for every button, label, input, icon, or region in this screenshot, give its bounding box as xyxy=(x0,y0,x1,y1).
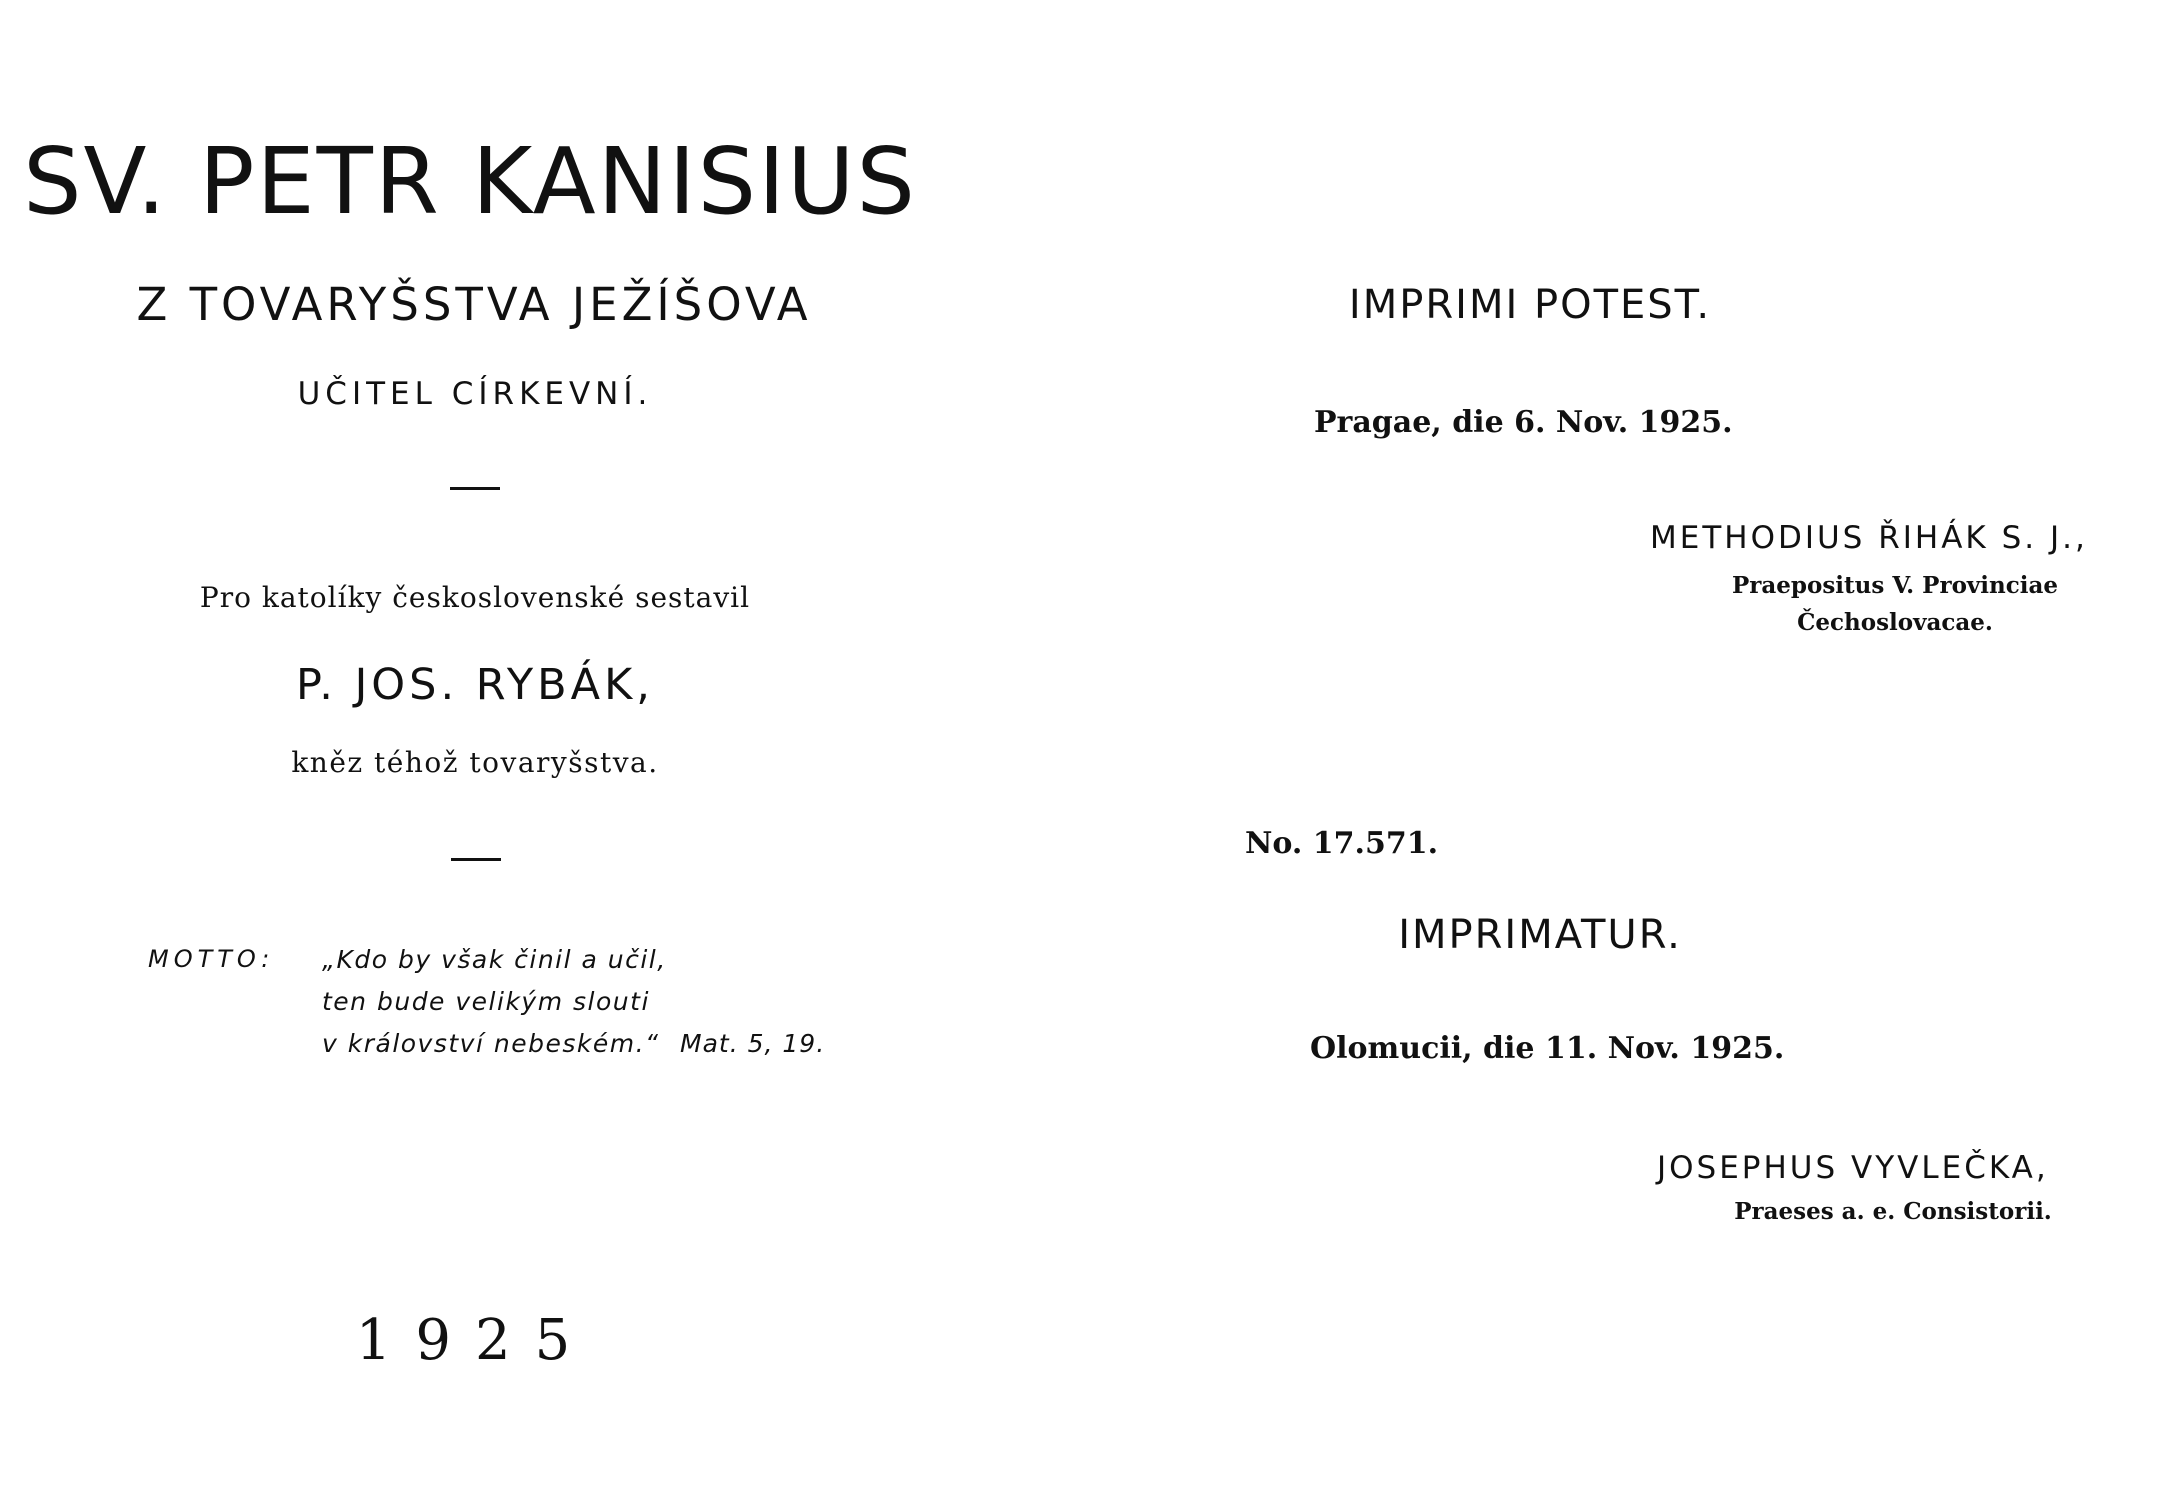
approver-title: Čechoslovacae. xyxy=(1797,609,1993,636)
book-subtitle: Z TOVARYŠSTVA JEŽÍŠOVA xyxy=(136,278,812,331)
imprimatur-place-date: Olomucii, die 11. Nov. 1925. xyxy=(1310,1031,1785,1066)
motto-line: ten bude velikým slouti xyxy=(322,987,650,1016)
book-subtitle-secondary: UČITEL CÍRKEVNÍ. xyxy=(297,376,653,412)
motto-reference: Mat. 5, 19. xyxy=(680,1029,826,1058)
approver-name: METHODIUS ŘIHÁK S. J., xyxy=(1650,520,2088,556)
reference-number: No. 17.571. xyxy=(1245,826,1439,861)
approver-title: Praepositus V. Provinciae xyxy=(1731,572,2059,599)
divider xyxy=(450,487,500,490)
publication-year: 1925 xyxy=(355,1308,595,1373)
imprint-page xyxy=(1180,0,2162,1500)
divider xyxy=(451,858,501,861)
approver-title: Praeses a. e. Consistorii. xyxy=(1734,1198,2052,1225)
imprimi-potest-heading: IMPRIMI POTEST. xyxy=(1348,282,1712,328)
author-description: kněz téhož tovaryšstva. xyxy=(291,746,659,779)
imprimi-place-date: Pragae, die 6. Nov. 1925. xyxy=(1314,405,1733,440)
author-name: P. JOS. RYBÁK, xyxy=(296,660,654,710)
motto-line: „Kdo by však činil a učil, xyxy=(322,945,667,974)
imprimatur-heading: IMPRIMATUR. xyxy=(1398,912,1682,958)
compiled-by-line: Pro katolíky československé sestavil xyxy=(199,581,751,614)
approver-name: JOSEPHUS VYVLEČKA, xyxy=(1657,1150,2049,1186)
motto-line: v království nebeském.“ xyxy=(322,1029,660,1058)
title-page xyxy=(0,0,1000,1500)
book-title: SV. PETR KANISIUS xyxy=(23,128,917,235)
motto-label: MOTTO: xyxy=(148,945,275,973)
